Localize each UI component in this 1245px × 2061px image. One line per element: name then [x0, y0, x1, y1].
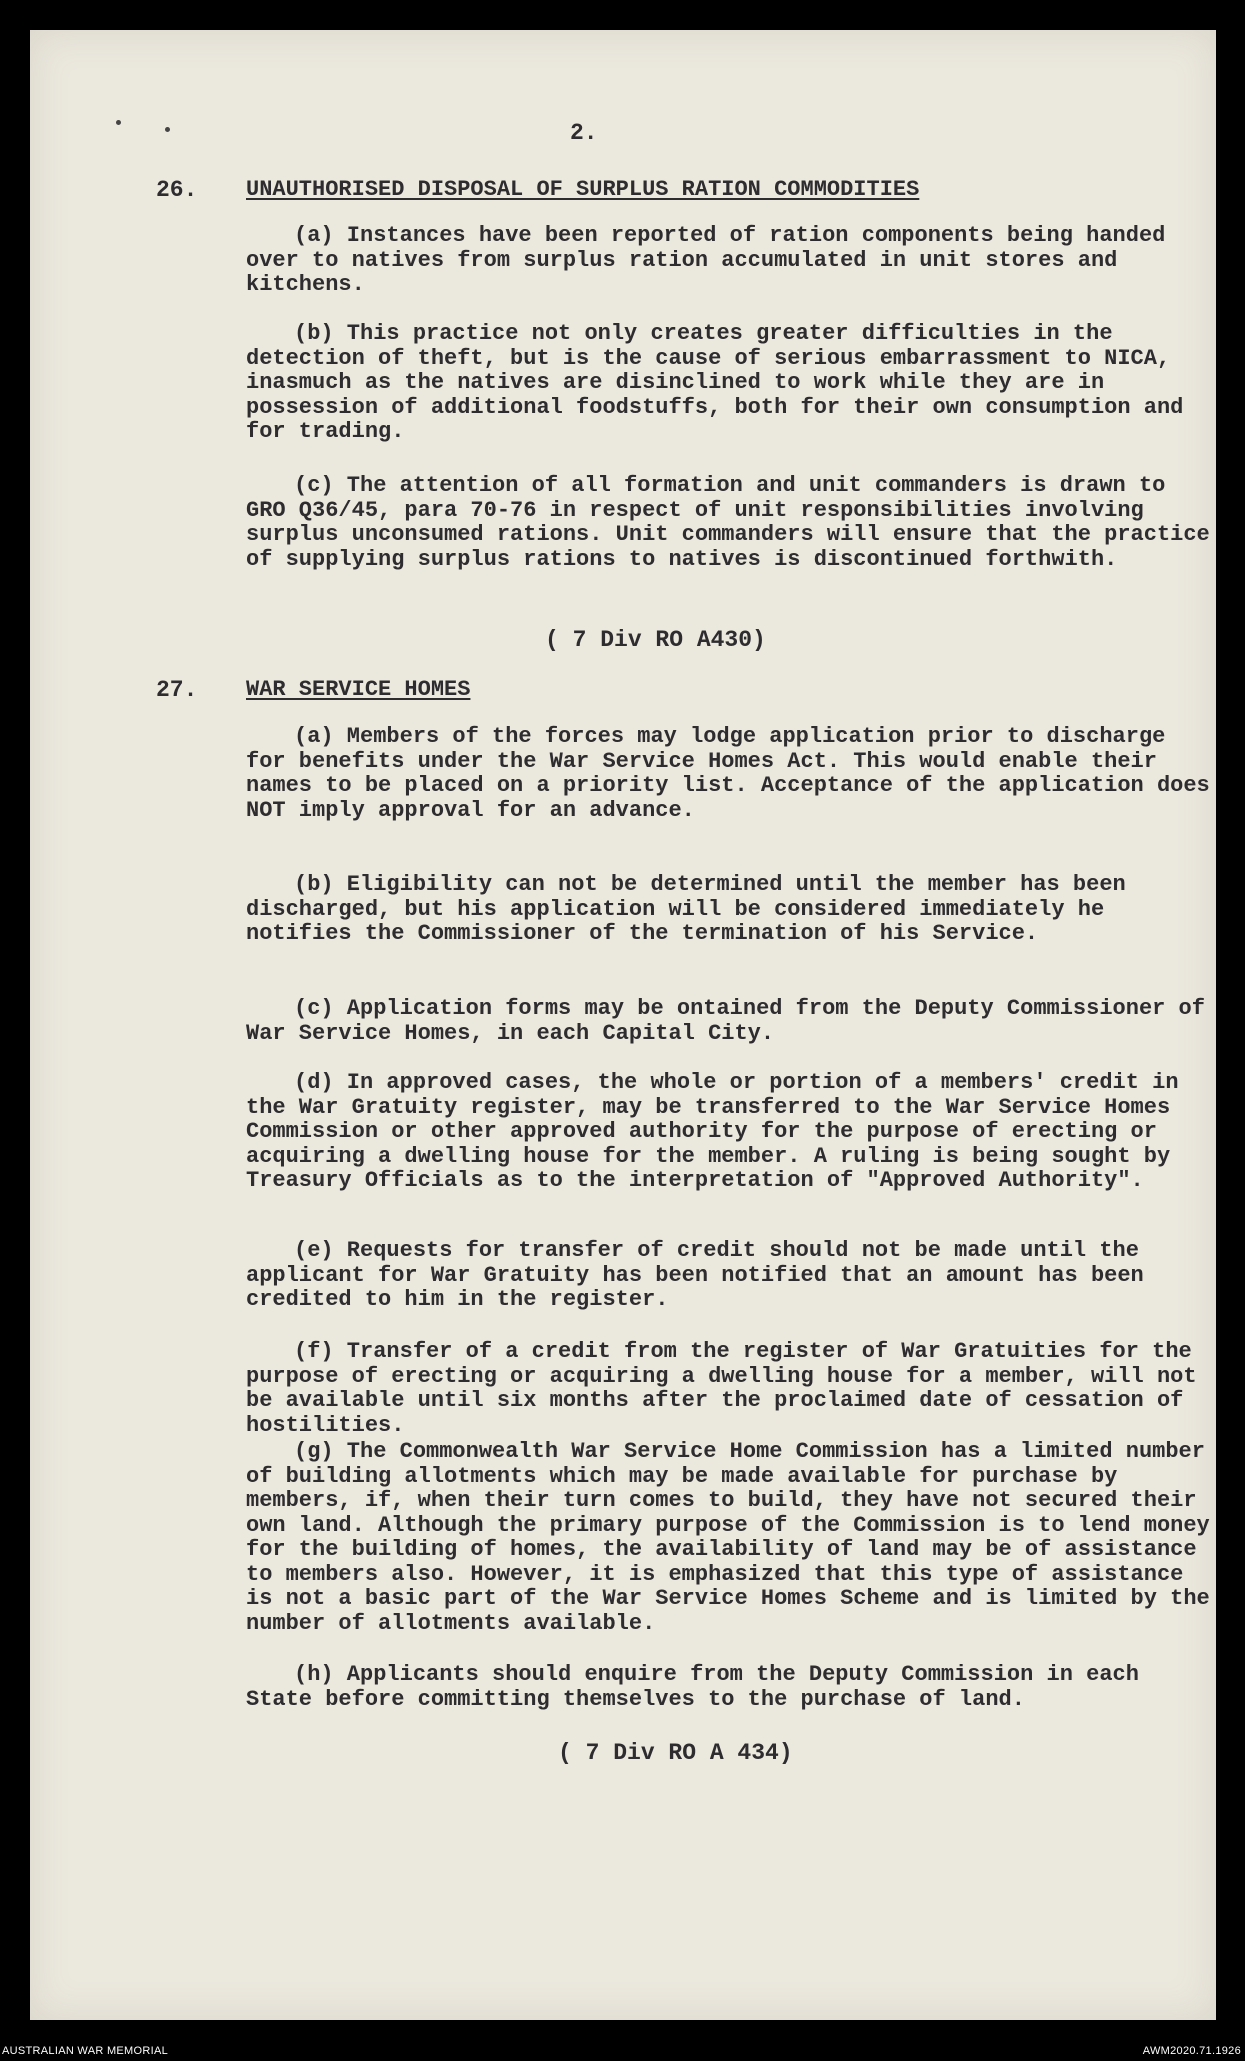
- paragraph: (h) Applicants should enquire from the Deputy Commission in each State before committing themselves to the purchase of land.: [246, 1662, 1139, 1712]
- paragraph: (c) Application forms may be ontained from the Deputy Commissioner of War Service Homes, in each Capital City.: [246, 996, 1205, 1046]
- paragraph: (c) The attention of all formation and unit commanders is drawn to GRO Q36/45, para 70-76 in respect of unit responsibilities involving surplus unconsumed rations. Unit commanders will ensure that the practice of supplying surplus rations to natives is discontinued forthwith.: [246, 473, 1210, 572]
- section-heading: UNAUTHORISED DISPOSAL OF SURPLUS RATION COMMODITIES: [246, 177, 920, 202]
- punch-mark: [165, 127, 170, 132]
- paragraph: (e) Requests for transfer of credit should not be made until the applicant for War Gratuity has been notified that an amount has been credited to him in the register.: [246, 1238, 1144, 1312]
- section-number: 26.: [156, 177, 198, 203]
- punch-mark: [116, 120, 121, 125]
- footer-credit: AUSTRALIAN WAR MEMORIAL: [2, 2045, 169, 2057]
- paragraph: (b) This practice not only creates greater difficulties in the detection of theft, but is the cause of serious embarrassment to NICA, inasmuch as the natives are disinclined to work while they are in possession of additional foodstuffs, both for their own consumption and for trading.: [246, 321, 1184, 444]
- order-reference: ( 7 Div RO A 434): [558, 1740, 793, 1766]
- paragraph: (a) Members of the forces may lodge application prior to discharge for benefits under the War Service Homes Act. This would enable their names to be placed on a priority list. Acceptance of the application does NOT imply approval for an advance.: [246, 724, 1210, 823]
- page-number: 2.: [570, 120, 598, 146]
- paragraph: (a) Instances have been reported of ration components being handed over to natives from surplus ration accumulated in unit stores and kitchens.: [246, 223, 1166, 297]
- document-page: [30, 30, 1216, 2020]
- footer-accession-number: AWM2020.71.1926: [1142, 2045, 1241, 2057]
- paragraph: (f) Transfer of a credit from the register of War Gratuities for the purpose of erecting or acquiring a dwelling house for a member, will not be available until six months after the proclaimed date of cessation of hostilities.: [246, 1339, 1197, 1438]
- section-number: 27.: [156, 677, 198, 703]
- paragraph: (d) In approved cases, the whole or portion of a members' credit in the War Gratuity register, may be transferred to the War Service Homes Commission or other approved authority for the purpose of erecting or acquiring a dwelling house for the member. A ruling is being sought by Treasury Officials as to the interpretation of "Approved Authority".: [246, 1070, 1179, 1193]
- paragraph: (b) Eligibility can not be determined until the member has been discharged, but his application will be considered immediately he notifies the Commissioner of the termination of his Service.: [246, 872, 1126, 946]
- section-heading: WAR SERVICE HOMES: [246, 677, 471, 702]
- order-reference: ( 7 Div RO A430): [545, 627, 766, 653]
- paragraph: (g) The Commonwealth War Service Home Commission has a limited number of building allotments which may be made available for purchase by members, if, when their turn comes to build, they have not secured their own land. Although the primary purpose of the Commission is to lend money for the building of homes, the availability of land may be of assistance to members also. However, it is emphasized that this type of assistance is not a basic part of the War Service Homes Scheme and is limited by the number of allotments available.: [246, 1439, 1210, 1636]
